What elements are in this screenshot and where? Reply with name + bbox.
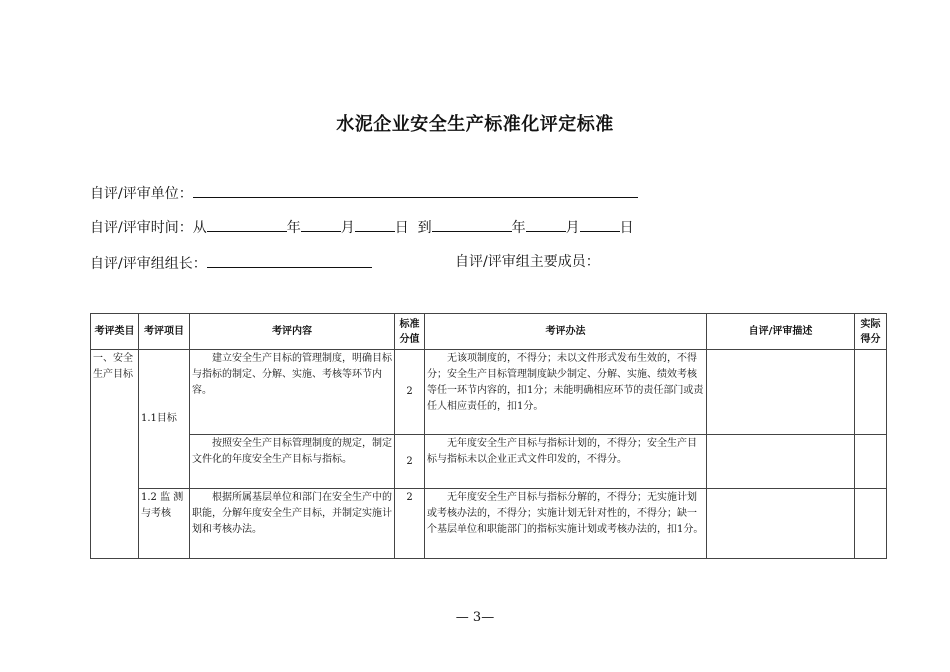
leader-blank: [207, 253, 372, 268]
time-label: 自评/评审时间：从: [90, 220, 207, 236]
item-cell: 1.1目标: [139, 350, 190, 489]
start-year-blank: [207, 217, 287, 232]
leader-line: [90, 253, 372, 273]
time-line: [90, 217, 634, 237]
start-day-label: 日: [394, 220, 409, 236]
table-row: [91, 489, 887, 559]
unit-line: [90, 183, 638, 203]
describe-cell[interactable]: [707, 435, 855, 489]
score-cell: 2: [395, 350, 425, 435]
score-cell: 2: [395, 435, 425, 489]
describe-cell[interactable]: [707, 489, 855, 559]
leader-label: 自评/评审组组长：: [90, 256, 207, 272]
start-month-blank: [301, 217, 341, 232]
page-number: — 3—: [455, 610, 495, 625]
actual-score-cell[interactable]: [855, 350, 887, 435]
evaluation-table: [90, 313, 887, 559]
unit-blank: [193, 183, 638, 198]
end-month-label: 月: [565, 220, 580, 236]
content-cell: 建立安全生产目标的管理制度，明确目标与指标的制定、分解、实施、考核等环节内容。: [190, 350, 395, 435]
header-method: 考评办法: [425, 314, 707, 350]
content-cell: 根据所属基层单位和部门在安全生产中的职能，分解年度安全生产目标，并制定实施计划和考核办法。: [190, 489, 395, 559]
table-row: [91, 350, 887, 435]
unit-label: 自评/评审单位：: [90, 186, 193, 202]
end-day-label: 日: [619, 220, 634, 236]
method-cell: 无年度安全生产目标与指标分解的，不得分；无实施计划或考核办法的，不得分；实施计划无针对性的，不得分；缺一个基层单位和职能部门的指标实施计划或考核办法的，扣1分。: [425, 489, 707, 559]
category-cell: 一、安全生产目标: [91, 350, 139, 559]
start-year-label: 年: [286, 220, 301, 236]
content-cell: 按照安全生产目标管理制度的规定，制定文件化的年度安全生产目标与指标。: [190, 435, 395, 489]
start-month-label: 月: [340, 220, 355, 236]
start-day-blank: [355, 217, 395, 232]
header-actual: 实际得分: [855, 314, 887, 350]
score-cell: 2: [395, 489, 425, 559]
actual-score-cell[interactable]: [855, 435, 887, 489]
to-label: 到: [417, 220, 432, 236]
end-year-label: 年: [511, 220, 526, 236]
end-year-blank: [432, 217, 512, 232]
members-line: [455, 253, 600, 271]
end-month-blank: [526, 217, 566, 232]
item-cell: 1.2 监 测与考核: [139, 489, 190, 559]
table-row: [91, 435, 887, 489]
header-describe: 自评/评审描述: [707, 314, 855, 350]
header-item: 考评项目: [139, 314, 190, 350]
describe-cell[interactable]: [707, 350, 855, 435]
document-title: 水泥企业安全生产标准化评定标准: [336, 114, 614, 135]
method-cell: 无年度安全生产目标与指标计划的，不得分；安全生产目标与指标未以企业正式文件印发的，不得分。: [425, 435, 707, 489]
table-header-row: [91, 314, 887, 350]
end-day-blank: [580, 217, 620, 232]
header-category: 考评类目: [91, 314, 139, 350]
actual-score-cell[interactable]: [855, 489, 887, 559]
header-content: 考评内容: [190, 314, 395, 350]
header-score: 标准分值: [395, 314, 425, 350]
members-label: 自评/评审组主要成员：: [455, 254, 600, 270]
method-cell: 无该项制度的，不得分；未以文件形式发布生效的，不得分；安全生产目标管理制度缺少制定、分解、实施、绩效考核等任一环节内容的，扣1分；未能明确相应环节的责任部门或责任人相应责任的，扣1分。: [425, 350, 707, 435]
